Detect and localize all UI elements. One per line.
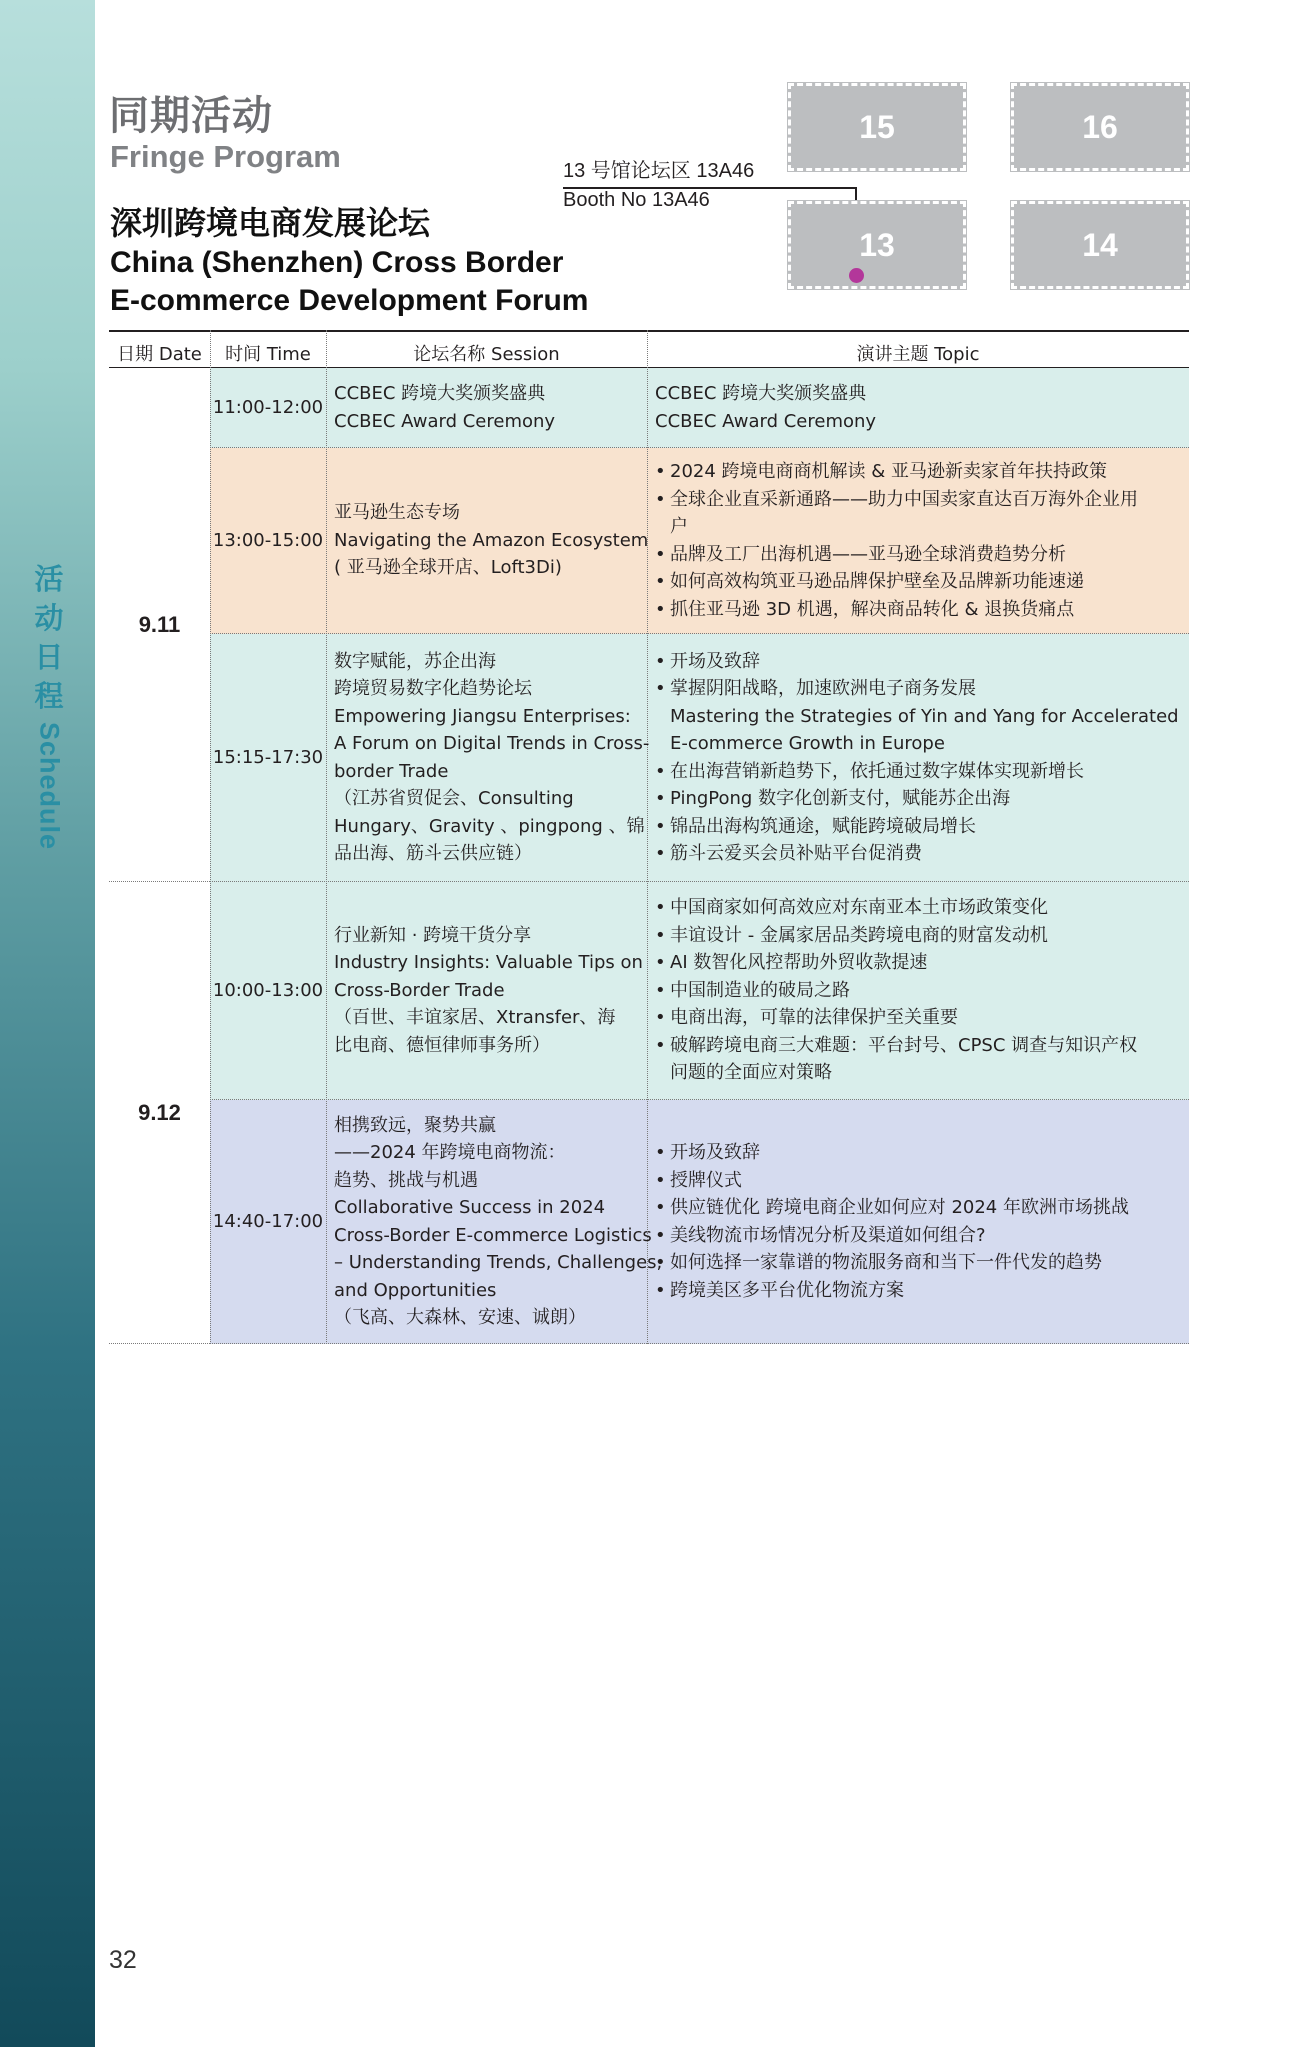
topic-item: 问题的全面应对策略	[670, 1062, 832, 1084]
topic-item: • 抓住亚马逊 3D 机遇，解决商品转化 & 退换货痛点	[655, 596, 1179, 624]
side-label-en: Schedule	[34, 722, 65, 851]
session-line: Hungary、Gravity 、pingpong 、锦	[334, 815, 645, 837]
table-row	[210, 368, 1189, 448]
topic-item: • 跨境美区多平台优化物流方案	[655, 1277, 1179, 1305]
topic-item: CCBEC Award Ceremony	[655, 410, 877, 432]
topic-item: • 丰谊设计 - 金属家居品类跨境电商的财富发动机	[655, 922, 1179, 950]
side-label-cn-1: 活	[34, 562, 64, 596]
session-line: ——2024 年跨境电商物流：	[334, 1142, 566, 1163]
session-line: Cross-Border E-commerce Logistics	[334, 1224, 652, 1246]
side-label-cn-2: 动	[34, 601, 64, 635]
topic-item: • 品牌及工厂出海机遇——亚马逊全球消费趋势分析	[655, 541, 1179, 569]
topic-item: • 如何选择一家靠谱的物流服务商和当下一件代发的趋势	[655, 1249, 1179, 1277]
session-cell	[326, 448, 647, 633]
time-cell: 14:40-17:00	[212, 1211, 324, 1232]
session-line: CCBEC Award Ceremony	[334, 410, 556, 432]
table-header	[109, 330, 1189, 368]
topic-item: • 开场及致辞	[655, 1139, 1179, 1167]
forum-title-en-line-1: China (Shenzhen) Cross Border	[110, 246, 564, 279]
section-title-cn: 同期活动	[109, 93, 273, 139]
booth-15: 15	[788, 83, 966, 171]
time-cell: 10:00-13:00	[212, 980, 324, 1001]
side-label-cn-4: 程	[34, 679, 64, 713]
forum-title-en-line-2: E-commerce Development Forum	[110, 284, 589, 317]
session-cell	[326, 882, 647, 1099]
time-cell: 13:00-15:00	[212, 530, 324, 551]
column-divider	[210, 330, 211, 1344]
session-line: border Trade	[334, 760, 449, 782]
topic-cell	[647, 882, 1183, 1099]
topic-cell	[647, 448, 1183, 633]
session-line: A Forum on Digital Trends in Cross-	[334, 733, 650, 754]
forum-title-en	[110, 244, 588, 320]
forum-title-cn: 深圳跨境电商发展论坛	[110, 204, 431, 242]
header-topic: 演讲主题 Topic	[856, 344, 980, 365]
session-line: （江苏省贸促会、Consulting	[334, 788, 574, 809]
session-cell	[326, 368, 647, 447]
session-line: Navigating the Amazon Ecosystem	[334, 529, 649, 551]
session-line: （飞高、大森林、安速、诚朗）	[334, 1307, 586, 1328]
session-line: 行业新知 · 跨境干货分享	[334, 924, 532, 946]
session-line: Industry Insights: Valuable Tips on	[334, 952, 643, 974]
session-line: Cross-Border Trade	[334, 979, 505, 1001]
side-label-cn-3: 日	[34, 640, 64, 674]
topic-cell	[647, 634, 1183, 881]
booth-13: 13	[788, 201, 966, 289]
session-line: Collaborative Success in 2024	[334, 1197, 606, 1218]
table-row	[210, 634, 1189, 882]
topic-item: • AI 数智化风控帮助外贸收款提速	[655, 949, 1179, 977]
session-line: and Opportunities	[334, 1279, 497, 1301]
session-line: 数字赋能，苏企出海	[334, 650, 496, 672]
time-cell: 11:00-12:00	[212, 397, 324, 418]
booth-16: 16	[1011, 83, 1189, 171]
time-cell: 15:15-17:30	[212, 747, 324, 768]
section-title-en: Fringe Program	[110, 139, 341, 174]
date-cell-911: 9.11	[109, 368, 210, 882]
topic-item: CCBEC 跨境大奖颁奖盛典	[655, 383, 867, 404]
topic-item: • 掌握阴阳战略，加速欧洲电子商务发展	[655, 675, 1179, 703]
topic-item: • 2024 跨境电商商机解读 & 亚马逊新卖家首年扶持政策	[655, 458, 1179, 486]
table-row	[210, 448, 1189, 634]
side-schedule-label	[34, 560, 64, 850]
side-band	[0, 0, 95, 2047]
session-line: （百世、丰谊家居、Xtransfer、海	[334, 1007, 616, 1029]
booth-14: 14	[1011, 201, 1189, 289]
session-cell	[326, 634, 650, 881]
topic-item: • 美线物流市场情况分析及渠道如何组合?	[655, 1222, 1179, 1250]
session-line: CCBEC 跨境大奖颁奖盛典	[334, 383, 546, 404]
column-divider	[647, 330, 648, 1344]
topic-item: • 授牌仪式	[655, 1167, 1179, 1195]
topic-item: 户	[670, 516, 688, 537]
topic-item: • 锦品出海构筑通途，赋能跨境破局增长	[655, 813, 1179, 841]
session-line: 亚马逊生态专场	[334, 502, 460, 524]
session-line: – Understanding Trends, Challenges,	[334, 1252, 663, 1273]
column-divider	[326, 330, 327, 1344]
table-row	[210, 882, 1189, 1100]
session-line: Empowering Jiangsu Enterprises:	[334, 705, 631, 727]
topic-item: • PingPong 数字化创新支付，赋能苏企出海	[655, 785, 1179, 813]
topic-item: • 中国制造业的破局之路	[655, 977, 1179, 1005]
session-line: 品出海、筋斗云供应链）	[334, 843, 532, 864]
header-time: 时间 Time	[225, 344, 311, 365]
topic-cell	[647, 1100, 1183, 1343]
topic-item: E-commerce Growth in Europe	[670, 733, 945, 754]
booth-label-en: Booth No 13A46	[563, 189, 710, 211]
topic-cell	[647, 368, 1183, 447]
topic-item: • 中国商家如何高效应对东南亚本土市场政策变化	[655, 894, 1179, 922]
session-line: 比电商、德恒律师事务所）	[334, 1034, 550, 1056]
topic-item: • 电商出海，可靠的法律保护至关重要	[655, 1004, 1179, 1032]
header-date: 日期 Date	[117, 344, 202, 365]
session-line: 相携致远，聚势共赢	[334, 1114, 496, 1136]
table-row	[210, 1100, 1189, 1344]
header-session: 论坛名称 Session	[413, 344, 560, 365]
date-cell-912: 9.12	[109, 882, 210, 1344]
topic-item: • 筋斗云爱买会员补贴平台促消费	[655, 840, 1179, 868]
topic-item: Mastering the Strategies of Yin and Yang for Accelerated	[670, 705, 1179, 727]
session-line: ( 亚马逊全球开店、Loft3Di)	[334, 557, 562, 579]
topic-item: • 全球企业直采新通路——助力中国卖家直达百万海外企业用	[655, 486, 1179, 514]
booth-location-marker	[849, 268, 864, 283]
topic-item: • 开场及致辞	[655, 648, 1179, 676]
booth-leader-line	[563, 187, 857, 189]
session-cell	[326, 1100, 663, 1343]
page-number: 32	[109, 1946, 137, 1974]
topic-item: • 供应链优化 跨境电商企业如何应对 2024 年欧洲市场挑战	[655, 1194, 1179, 1222]
topic-item: • 如何高效构筑亚马逊品牌保护壁垒及品牌新功能速递	[655, 568, 1179, 596]
session-line: 趋势、挑战与机遇	[334, 1169, 478, 1191]
booth-label	[563, 157, 754, 215]
topic-item: • 在出海营销新趋势下，依托通过数字媒体实现新增长	[655, 758, 1179, 786]
booth-label-cn: 13 号馆论坛区 13A46	[563, 160, 755, 182]
session-line: 跨境贸易数字化趋势论坛	[334, 678, 532, 699]
topic-item: • 破解跨境电商三大难题：平台封号、CPSC 调查与知识产权	[655, 1032, 1179, 1060]
